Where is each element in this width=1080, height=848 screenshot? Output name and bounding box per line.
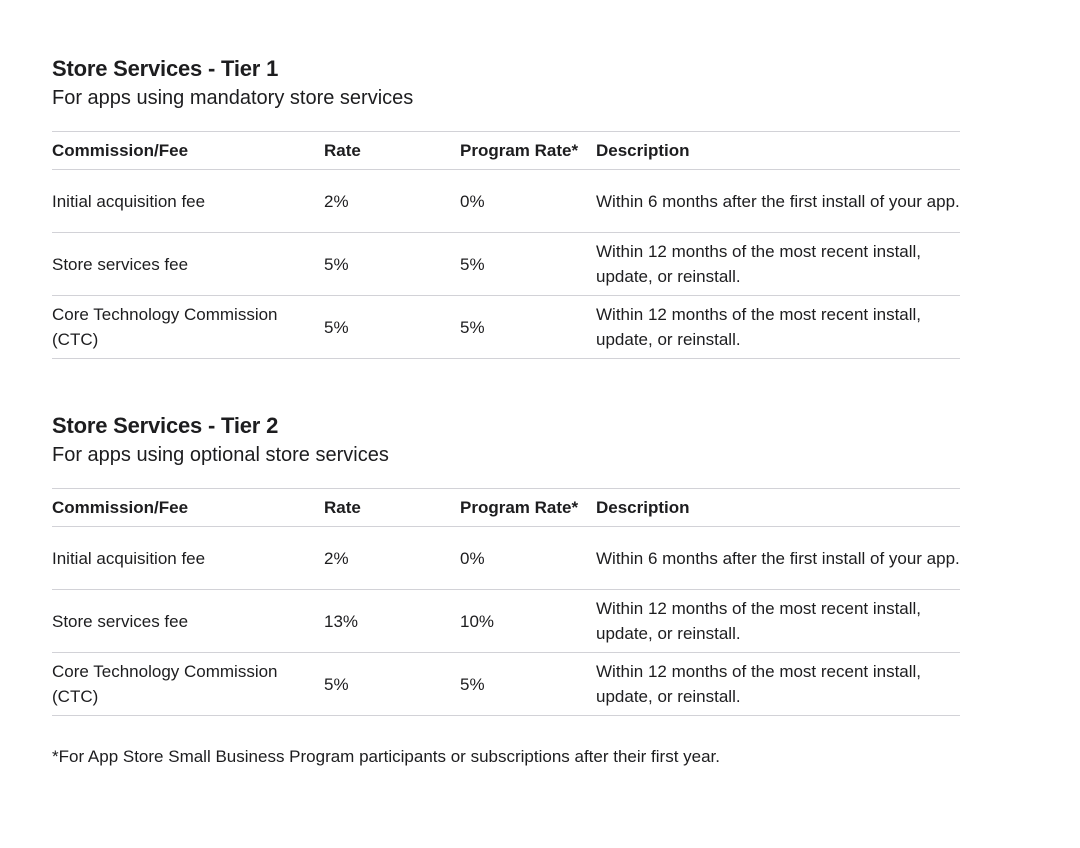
fee-description: Within 12 months of the most recent install, update, or reinstall. bbox=[596, 590, 960, 653]
fee-name: Core Technology Commission (CTC) bbox=[52, 296, 324, 359]
fee-description: Within 6 months after the first install of your app. bbox=[596, 170, 960, 233]
footnote: *For App Store Small Business Program participants or subscriptions after their first year. bbox=[52, 747, 720, 766]
header-commission-fee: Commission/Fee bbox=[52, 132, 324, 170]
table-row bbox=[52, 233, 960, 296]
fee-rate: 2% bbox=[324, 527, 460, 590]
header-description: Description bbox=[596, 132, 960, 170]
tier-1-table bbox=[52, 131, 960, 359]
tier-1-subtitle: For apps using mandatory store services bbox=[52, 87, 414, 109]
table-header-row bbox=[52, 489, 960, 527]
fee-name: Store services fee bbox=[52, 233, 324, 296]
table-row bbox=[52, 170, 960, 233]
table-header-row bbox=[52, 132, 960, 170]
fee-program-rate: 0% bbox=[460, 170, 596, 233]
fee-name: Initial acquisition fee bbox=[52, 527, 324, 590]
fee-name: Initial acquisition fee bbox=[52, 170, 324, 233]
header-rate: Rate bbox=[324, 132, 460, 170]
fee-rate: 5% bbox=[324, 233, 460, 296]
fee-description: Within 12 months of the most recent install, update, or reinstall. bbox=[596, 296, 960, 359]
fee-rate: 5% bbox=[324, 296, 460, 359]
header-rate: Rate bbox=[324, 489, 460, 527]
table-row bbox=[52, 653, 960, 716]
fee-rate: 2% bbox=[324, 170, 460, 233]
header-program-rate: Program Rate* bbox=[460, 132, 596, 170]
table-row bbox=[52, 527, 960, 590]
fee-description: Within 12 months of the most recent install, update, or reinstall. bbox=[596, 233, 960, 296]
header-commission-fee: Commission/Fee bbox=[52, 489, 324, 527]
fee-name: Core Technology Commission (CTC) bbox=[52, 653, 324, 716]
header-description: Description bbox=[596, 489, 960, 527]
tier-2-table bbox=[52, 488, 960, 716]
fee-description: Within 6 months after the first install of your app. bbox=[596, 527, 960, 590]
fee-program-rate: 5% bbox=[460, 296, 596, 359]
fee-rate: 13% bbox=[324, 590, 460, 653]
fee-program-rate: 0% bbox=[460, 527, 596, 590]
tier-1-title: Store Services - Tier 1 bbox=[52, 56, 279, 81]
fee-description: Within 12 months of the most recent install, update, or reinstall. bbox=[596, 653, 960, 716]
fee-rate: 5% bbox=[324, 653, 460, 716]
fee-program-rate: 10% bbox=[460, 590, 596, 653]
tier-2-subtitle: For apps using optional store services bbox=[52, 444, 389, 466]
fee-program-rate: 5% bbox=[460, 653, 596, 716]
tier-2-section bbox=[52, 412, 960, 716]
fee-program-rate: 5% bbox=[460, 233, 596, 296]
table-row bbox=[52, 296, 960, 359]
tier-2-title: Store Services - Tier 2 bbox=[52, 413, 279, 438]
tier-1-section bbox=[52, 55, 960, 359]
header-program-rate: Program Rate* bbox=[460, 489, 596, 527]
fee-name: Store services fee bbox=[52, 590, 324, 653]
table-row bbox=[52, 590, 960, 653]
